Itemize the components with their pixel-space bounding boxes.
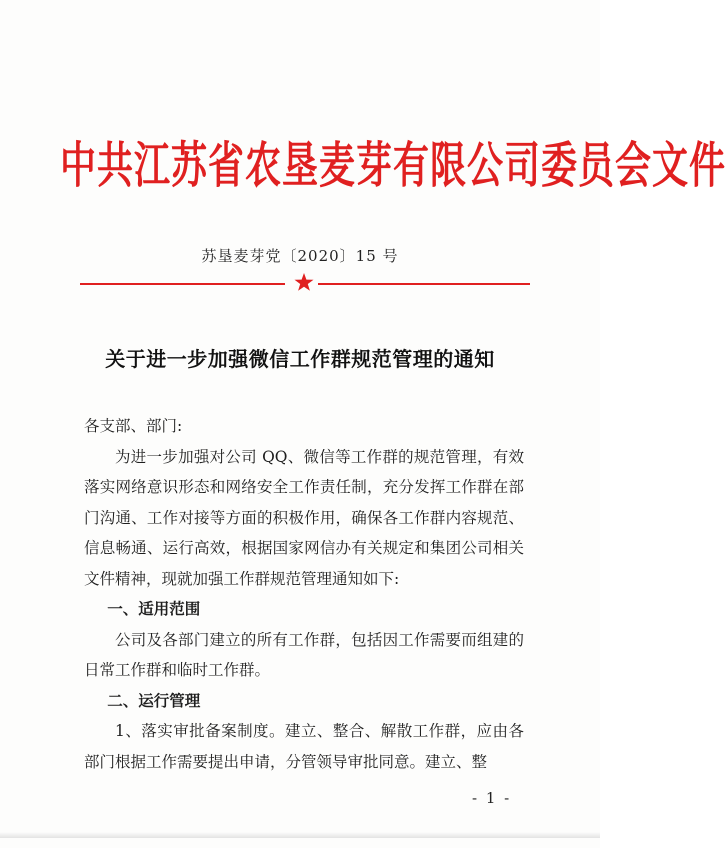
document-title: 关于进一步加强微信工作群规范管理的通知 bbox=[105, 347, 495, 371]
section-heading-operation: 二、运行管理 bbox=[107, 691, 201, 710]
section-heading-scope: 一、适用范围 bbox=[107, 600, 201, 618]
document-body bbox=[84, 411, 524, 777]
red-star-icon bbox=[294, 272, 314, 292]
page-number: - 1 - bbox=[472, 789, 512, 807]
red-header-title: 中共江苏省农垦麦芽有限公司委员会文件 bbox=[60, 137, 726, 195]
document-number: 苏垦麦芽党〔2020〕15 号 bbox=[201, 247, 399, 265]
red-divider-right bbox=[318, 283, 530, 285]
scan-edge bbox=[0, 832, 600, 838]
red-divider-left bbox=[80, 283, 285, 285]
operation-item-1: 1、落实审批备案制度。建立、整合、解散工作群，应由各部门根据工作需要提出申请，分管领导审批同意。建立、整 bbox=[84, 722, 524, 771]
salutation: 各支部、部门: bbox=[84, 417, 183, 435]
scope-paragraph: 公司及各部门建立的所有工作群，包括因工作需要而组建的日常工作群和临时工作群。 bbox=[84, 630, 524, 679]
intro-paragraph: 为进一步加强对公司 QQ、微信等工作群的规范管理，有效落实网络意识形态和网络安全工作责任制，充分发挥工作群在部门沟通、工作对接等方面的积极作用，确保各工作群内容规范、信息畅通、运行高效，根据国家网信办有关规定和集团公司相关文件精神，现就加强工作群规范管理通知如下: bbox=[84, 447, 524, 588]
